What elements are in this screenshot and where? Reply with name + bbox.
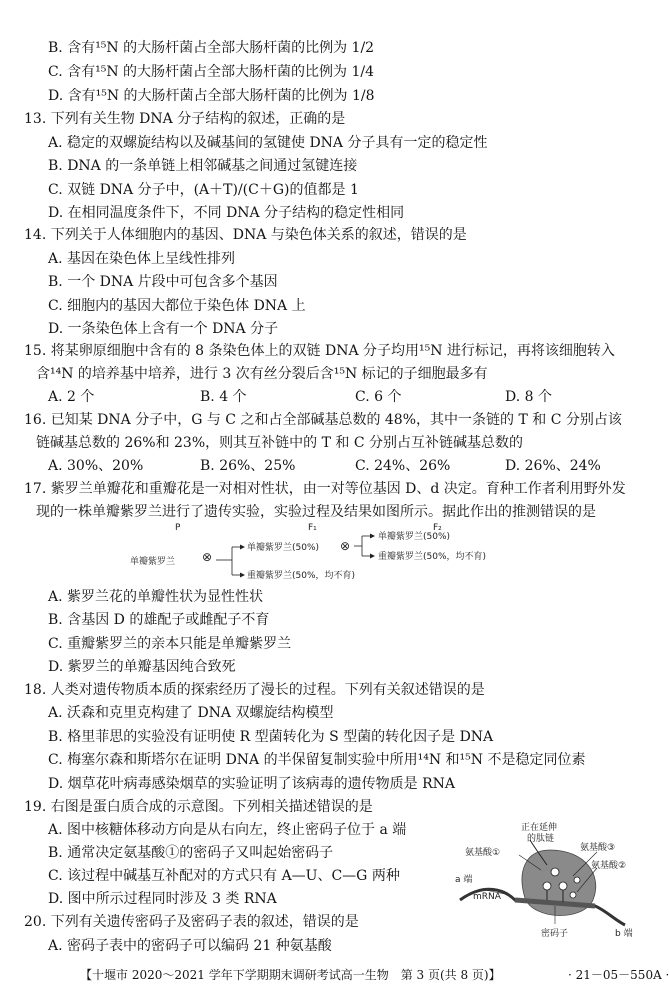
q17-stem-1: 17. 紫罗兰单瓣花和重瓣花是一对相对性状，由一对等位基因 D、d 决定。育种工作者利用野外发: [24, 481, 626, 497]
q14-option-a: A. 基因在染色体上呈线性排列: [48, 251, 236, 267]
arrowhead-lower: [240, 573, 245, 578]
f1-double-petal: 重瓣紫罗兰(50%，均不育): [247, 571, 356, 581]
parent-single-petal: 单瓣紫罗兰: [130, 557, 176, 567]
f1-single-petal: 单瓣紫罗兰(50%): [247, 543, 320, 553]
q15-stem-2: 含¹⁴N 的培养基中培养，进行 3 次有丝分裂后含¹⁵N 标记的子细胞最多有: [36, 366, 488, 382]
q17-option-d: D. 紫罗兰的单瓣基因纯合致死: [48, 659, 236, 675]
q15-option-d: D. 8 个: [505, 389, 552, 405]
trna-site-1: [543, 882, 551, 890]
q16-stem-1: 16. 已知某 DNA 分子中，G 与 C 之和占全部碱基总数的 48%，其中一条链的 T 和 C 分别占该: [24, 412, 622, 428]
label-amino-acid-1: 氨基酸①: [465, 848, 501, 858]
q12-option-d: D. 含有¹⁵N 的大肠杆菌占全部大肠杆菌的比例为 1/8: [48, 88, 375, 104]
arrowhead-upper-2: [370, 534, 375, 539]
label-f1: F₁: [308, 523, 317, 533]
label-peptide-2: 的肽链: [527, 834, 555, 844]
f2-double-petal: 重瓣紫罗兰(50%，均不育): [378, 552, 487, 562]
amino-acid-2-dot: [570, 892, 576, 898]
q16-option-b: B. 26%、25%: [200, 458, 296, 474]
q13-option-b: B. DNA 的一条单链上相邻碱基之间通过氢键连接: [48, 158, 358, 174]
q15-option-c: C. 6 个: [355, 389, 402, 405]
q15-stem-1: 15. 将某卵原细胞中含有的 8 条染色体上的双链 DNA 分子均用¹⁵N 进行标记，再将该细胞转入: [24, 343, 615, 359]
q13-option-a: A. 稳定的双螺旋结构以及碱基间的氢键使 DNA 分子具有一定的稳定性: [48, 135, 488, 151]
amino-acid-3-dot: [574, 877, 580, 883]
q15-option-a: A. 2 个: [48, 389, 95, 405]
q15-option-b: B. 4 个: [200, 389, 247, 405]
selfing-symbol-1: ⊗: [202, 550, 213, 564]
page-footer: 【十堰市 2020～2021 学年下学期期末调研考试高一生物 第 3 页(共 8 页)】: [80, 968, 501, 982]
q19-option-a: A. 图中核糖体移动方向是从右向左，终止密码子位于 a 端: [48, 822, 407, 838]
f2-single-petal: 单瓣紫罗兰(50%): [378, 532, 451, 542]
label-mrna: mRNA: [473, 892, 501, 902]
q18-option-a: A. 沃森和克里克构建了 DNA 双螺旋结构模型: [48, 705, 334, 721]
q19-translation-diagram: [455, 820, 640, 940]
arrowhead-lower-2: [370, 554, 375, 559]
label-f2: F₂: [433, 523, 442, 533]
q20-stem: 20. 下列有关遗传密码子及密码子表的叙述，错误的是: [24, 914, 359, 930]
q16-option-a: A. 30%、20%: [48, 458, 144, 474]
q13-option-d: D. 在相同温度条件下，不同 DNA 分子结构的稳定性相同: [48, 205, 405, 221]
q14-stem: 14. 下列关于人体细胞内的基因、DNA 与染色体关系的叙述，错误的是: [24, 227, 467, 243]
q17-option-b: B. 含基因 D 的雄配子或雌配子不育: [48, 612, 270, 628]
q19-stem: 19. 右图是蛋白质合成的示意图。下列相关描述错误的是: [24, 799, 373, 815]
q17-stem-2: 现的一株单瓣紫罗兰进行了遗传实验，实验过程及结果如图所示。据此作出的推测错误的是: [36, 504, 596, 520]
q17-option-c: C. 重瓣紫罗兰的亲本只能是单瓣紫罗兰: [48, 636, 292, 652]
q19-option-d: D. 图中所示过程同时涉及 3 类 RNA: [48, 891, 277, 907]
q19-option-c: C. 该过程中碱基互补配对的方式只有 A—U、C—G 两种: [48, 868, 400, 884]
trna-site-3: [551, 868, 559, 876]
trna-site-2: [559, 882, 567, 890]
label-p: P: [175, 523, 181, 533]
selfing-symbol-2: ⊗: [340, 539, 351, 553]
q20-option-a: A. 密码子表中的密码子可以编码 21 种氨基酸: [48, 938, 332, 954]
label-peptide-1: 正在延伸: [521, 823, 558, 833]
q18-stem: 18. 人类对遗传物质本质的探索经历了漫长的过程。下列有关叙述错误的是: [24, 682, 485, 698]
q16-stem-2: 链碱基总数的 26%和 23%，则其互补链中的 T 和 C 分别占互补链碱基总数的: [36, 435, 523, 451]
q19-option-b: B. 通常决定氨基酸①的密码子又叫起始密码子: [48, 845, 334, 861]
q13-option-c: C. 双链 DNA 分子中，(A＋T)/(C＋G)的值都是 1: [48, 182, 359, 198]
q12-option-c: C. 含有¹⁵N 的大肠杆菌占全部大肠杆菌的比例为 1/4: [48, 64, 375, 80]
label-b-end: b 端: [615, 929, 633, 939]
q18-option-c: C. 梅塞尔森和斯塔尔在证明 DNA 的半保留复制实验中所用¹⁴N 和¹⁵N 不是稳定同位素: [48, 752, 586, 768]
q12-option-b: B. 含有¹⁵N 的大肠杆菌占全部大肠杆菌的比例为 1/2: [48, 40, 375, 56]
q16-option-d: D. 26%、24%: [505, 458, 601, 474]
q14-option-c: C. 细胞内的基因大都位于染色体 DNA 上: [48, 298, 306, 314]
page-code: · 21－05－550A ·: [568, 968, 669, 982]
label-codon: 密码子: [541, 929, 569, 939]
q14-option-b: B. 一个 DNA 片段中可包含多个基因: [48, 274, 278, 290]
label-a-end: a 端: [455, 875, 473, 885]
q18-option-d: D. 烟草花叶病毒感染烟草的实验证明了该病毒的遗传物质是 RNA: [48, 776, 455, 792]
q13-stem: 13. 下列有关生物 DNA 分子结构的叙述，正确的是: [24, 111, 346, 127]
q14-option-d: D. 一条染色体上含有一个 DNA 分子: [48, 321, 279, 337]
arrowhead-upper: [240, 545, 245, 550]
q17-option-a: A. 紫罗兰花的单瓣性状为显性性状: [48, 589, 264, 605]
label-amino-acid-2: 氨基酸②: [591, 861, 627, 871]
q18-option-b: B. 格里菲思的实验没有证明使 R 型菌转化为 S 型菌的转化因子是 DNA: [48, 729, 494, 745]
q17-cross-diagram: [130, 520, 530, 582]
q16-option-c: C. 24%、26%: [355, 458, 451, 474]
label-amino-acid-3: 氨基酸③: [580, 843, 616, 853]
